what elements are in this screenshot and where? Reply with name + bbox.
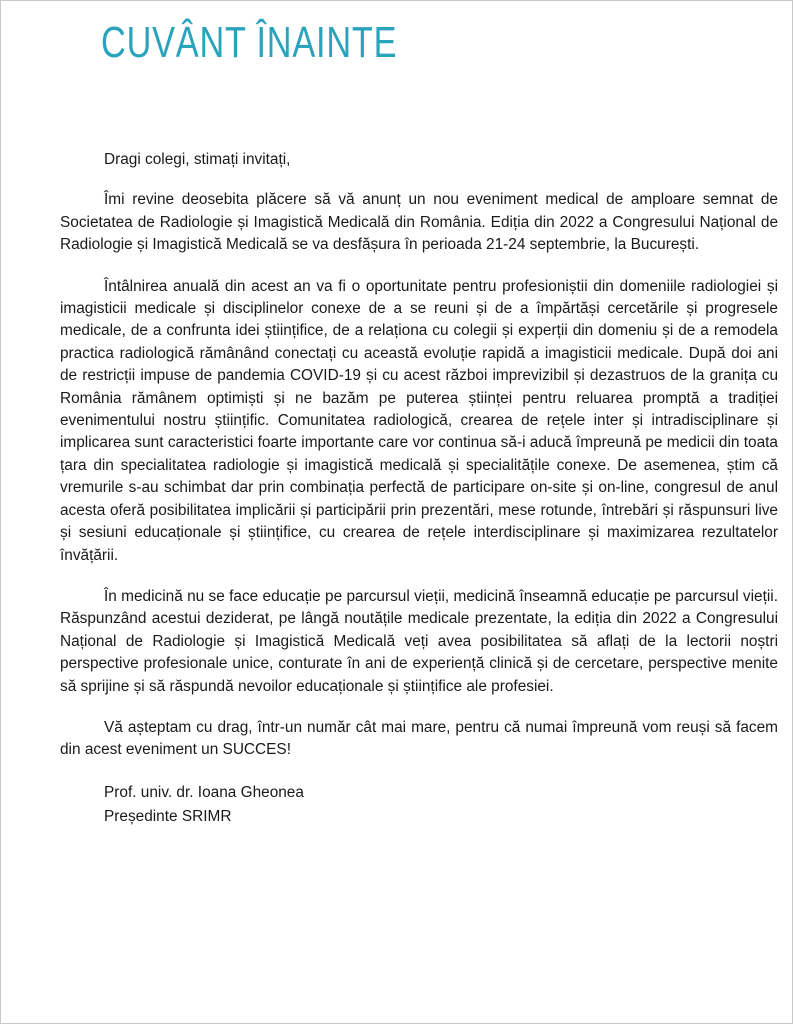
greeting: Dragi colegi, stimați invitați,: [104, 151, 291, 168]
paragraph-education: În medicină nu se face educație pe parcursul vieții, medicină înseamnă educație pe parcursul vieții. Răspunzând acestui deziderat, pe lângă noutățile medicale prezentate, la ediția din 2022 a Congresului Național de Radiologie și Imagistică Medicală veți avea posibilitatea să aflați de la lectorii noștri perspective profesionale unice, conturate în ani de experiență clinică și de cercetare, perspective menite să sprijine și să răspundă nevoilor educaționale și științifice ale profesiei.: [60, 587, 778, 695]
page-title: CUVÂNT ÎNAINTE: [101, 18, 398, 67]
signature-role: Președinte SRIMR: [104, 807, 232, 825]
signature-block: [104, 781, 778, 829]
paragraph-meeting: Întâlnirea anuală din acest an va fi o oportunitate pentru profesioniștii din domeniile radiologiei și imagisticii medicale și disciplinelor conexe de a se reuni și de a împărtăși cercetările și progresele medicale, de a confrunta idei științifice, de a relaționa cu colegii și experții din domeniu și de a remodela practica radiologică rămânând conectați cu această evoluție rapidă a imagisticii medicale. După doi ani de restricții impuse de pandemia COVID-19 și cu acest război imprevizibil și dezastruos de la granița cu România rămânem optimiști și ne bazăm pe puterea științei pentru reluarea promptă a tradiției evenimentului nostru științific. Comunitatea radiologică, crearea de rețele inter și intradisciplinare și implicarea sunt caracteristici foarte importante care vor continua să-i aducă împreună pe medicii din toata țara din specialitatea radiologie și imagistică medicală și specialitățile conexe. De asemenea, știm că vremurile s-au schimbat dar prin combinația perfectă de participare on-site și on-line, congresul de anul acesta oferă posibilitatea implicării și participării prin prezentări, mese rotunde, întrebări și răspunsuri live și sesiuni educaționale și științifice, cu crearea de rețele interdisciplinare și maximizarea rezultatelor învățării.: [60, 277, 778, 564]
signature-name: Prof. univ. dr. Ioana Gheonea: [104, 783, 304, 801]
letter-body: [60, 149, 778, 829]
paragraph-invitation: Vă așteptam cu drag, într-un număr cât mai mare, pentru că numai împreună vom reuși să facem din acest eveniment un SUCCES!: [60, 718, 778, 759]
paragraph-announcement: Îmi revine deosebita plăcere să vă anunț un nou eveniment medical de amploare semnat de Societatea de Radiologie și Imagistică Medicală din România. Ediția din 2022 a Congresului Național de Radiologie și Imagistică Medicală se va desfășura în perioada 21-24 septembrie, la București.: [60, 191, 778, 254]
